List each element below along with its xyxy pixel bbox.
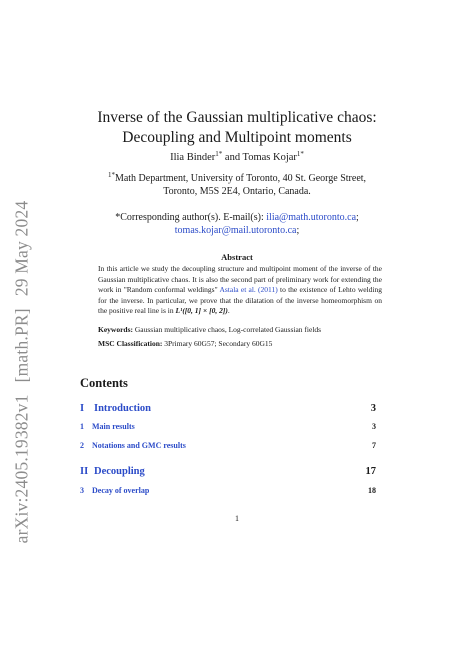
toc-part-number: I bbox=[80, 403, 85, 414]
abstract-heading: Abstract bbox=[221, 252, 253, 262]
toc-part-decoupling[interactable] bbox=[80, 466, 376, 477]
author-2-mark: 1* bbox=[296, 150, 304, 158]
toc-section-main-results[interactable] bbox=[80, 422, 376, 431]
toc-page-number: 7 bbox=[372, 441, 376, 450]
msc-label: MSC Classification: bbox=[98, 339, 163, 348]
citation-link[interactable]: Astala et al. (2011) bbox=[219, 285, 278, 294]
toc-part-introduction[interactable] bbox=[80, 403, 376, 414]
toc-page-number: 3 bbox=[370, 403, 376, 414]
toc-section-label: Notations and GMC results bbox=[92, 441, 186, 450]
contents-heading: Contents bbox=[80, 376, 128, 390]
msc-text: 3Primary 60G57; Secondary 60G15 bbox=[162, 339, 273, 348]
author-2: Tomas Kojar bbox=[242, 152, 297, 163]
page-number: 1 bbox=[235, 514, 239, 523]
author-1: Ilia Binder bbox=[170, 152, 216, 163]
toc-section-number: 1 bbox=[80, 422, 84, 431]
toc-section-number: 2 bbox=[80, 441, 84, 450]
email-1-suffix: ; bbox=[356, 212, 359, 223]
toc-section-decay-of-overlap[interactable] bbox=[80, 486, 376, 495]
abstract-text bbox=[98, 264, 382, 317]
affiliation-mark: 1* bbox=[107, 171, 115, 179]
abstract-end: . bbox=[227, 306, 230, 315]
msc-classification bbox=[98, 339, 382, 348]
email-link-1[interactable]: ilia@math.utoronto.ca bbox=[266, 212, 357, 223]
toc-page-number: 17 bbox=[365, 466, 376, 477]
keywords-text: Gaussian multiplicative chaos, Log-correlated Gaussian fields bbox=[133, 325, 322, 334]
title-line-1: Inverse of the Gaussian multiplicative chaos: bbox=[97, 109, 377, 126]
toc-part-number: II bbox=[80, 466, 89, 477]
toc-part-label: Introduction bbox=[94, 403, 151, 414]
abstract-text-part-1: In this article we study the decoupling structure and multipoint moment of the inverse of the Gaussian multiplicative chaos. It is also the second part of preliminary work for extending the work in "Random conformal weldings" bbox=[98, 264, 382, 294]
affiliation-line-1: Math Department, University of Toronto, 40 St. George Street, bbox=[114, 173, 367, 184]
title-line-2: Decoupling and Multipoint moments bbox=[122, 129, 352, 146]
toc-page-number: 3 bbox=[372, 422, 376, 431]
author-1-mark: 1* bbox=[215, 150, 223, 158]
toc-section-number: 3 bbox=[80, 486, 84, 495]
affiliation bbox=[60, 169, 414, 198]
toc-part-label: Decoupling bbox=[94, 466, 145, 477]
toc-section-label: Main results bbox=[92, 422, 135, 431]
abstract-text-part-2: to the existence of Lehto welding for the inverse. In particular, we prove that the dilatation of the inverse homeomorphism on the positive real line is in bbox=[98, 285, 382, 315]
author-separator: and bbox=[222, 152, 243, 163]
toc-section-label: Decay of overlap bbox=[92, 486, 150, 495]
paper-title bbox=[60, 108, 414, 148]
arxiv-category: [math.PR] bbox=[11, 308, 32, 383]
arxiv-identifier-stamp bbox=[12, 201, 33, 544]
toc-section-notations[interactable] bbox=[80, 441, 376, 450]
affiliation-line-2: Toronto, M5S 2E4, Ontario, Canada. bbox=[163, 186, 311, 197]
abstract-math: L¹([0, 1] × [0, 2]) bbox=[175, 306, 228, 315]
arxiv-id: arXiv:2405.19382v1 bbox=[11, 394, 32, 544]
keywords-label: Keywords: bbox=[98, 325, 133, 334]
arxiv-date: 29 May 2024 bbox=[11, 200, 32, 297]
keywords bbox=[98, 325, 382, 334]
corresponding-authors bbox=[60, 211, 414, 237]
email-2-suffix: ; bbox=[296, 225, 300, 236]
author-list bbox=[60, 150, 414, 163]
email-link-2[interactable]: tomas.kojar@mail.utoronto.ca bbox=[174, 225, 297, 236]
toc-page-number: 18 bbox=[368, 486, 376, 495]
corresponding-prefix: *Corresponding author(s). E-mail(s): bbox=[115, 212, 267, 223]
